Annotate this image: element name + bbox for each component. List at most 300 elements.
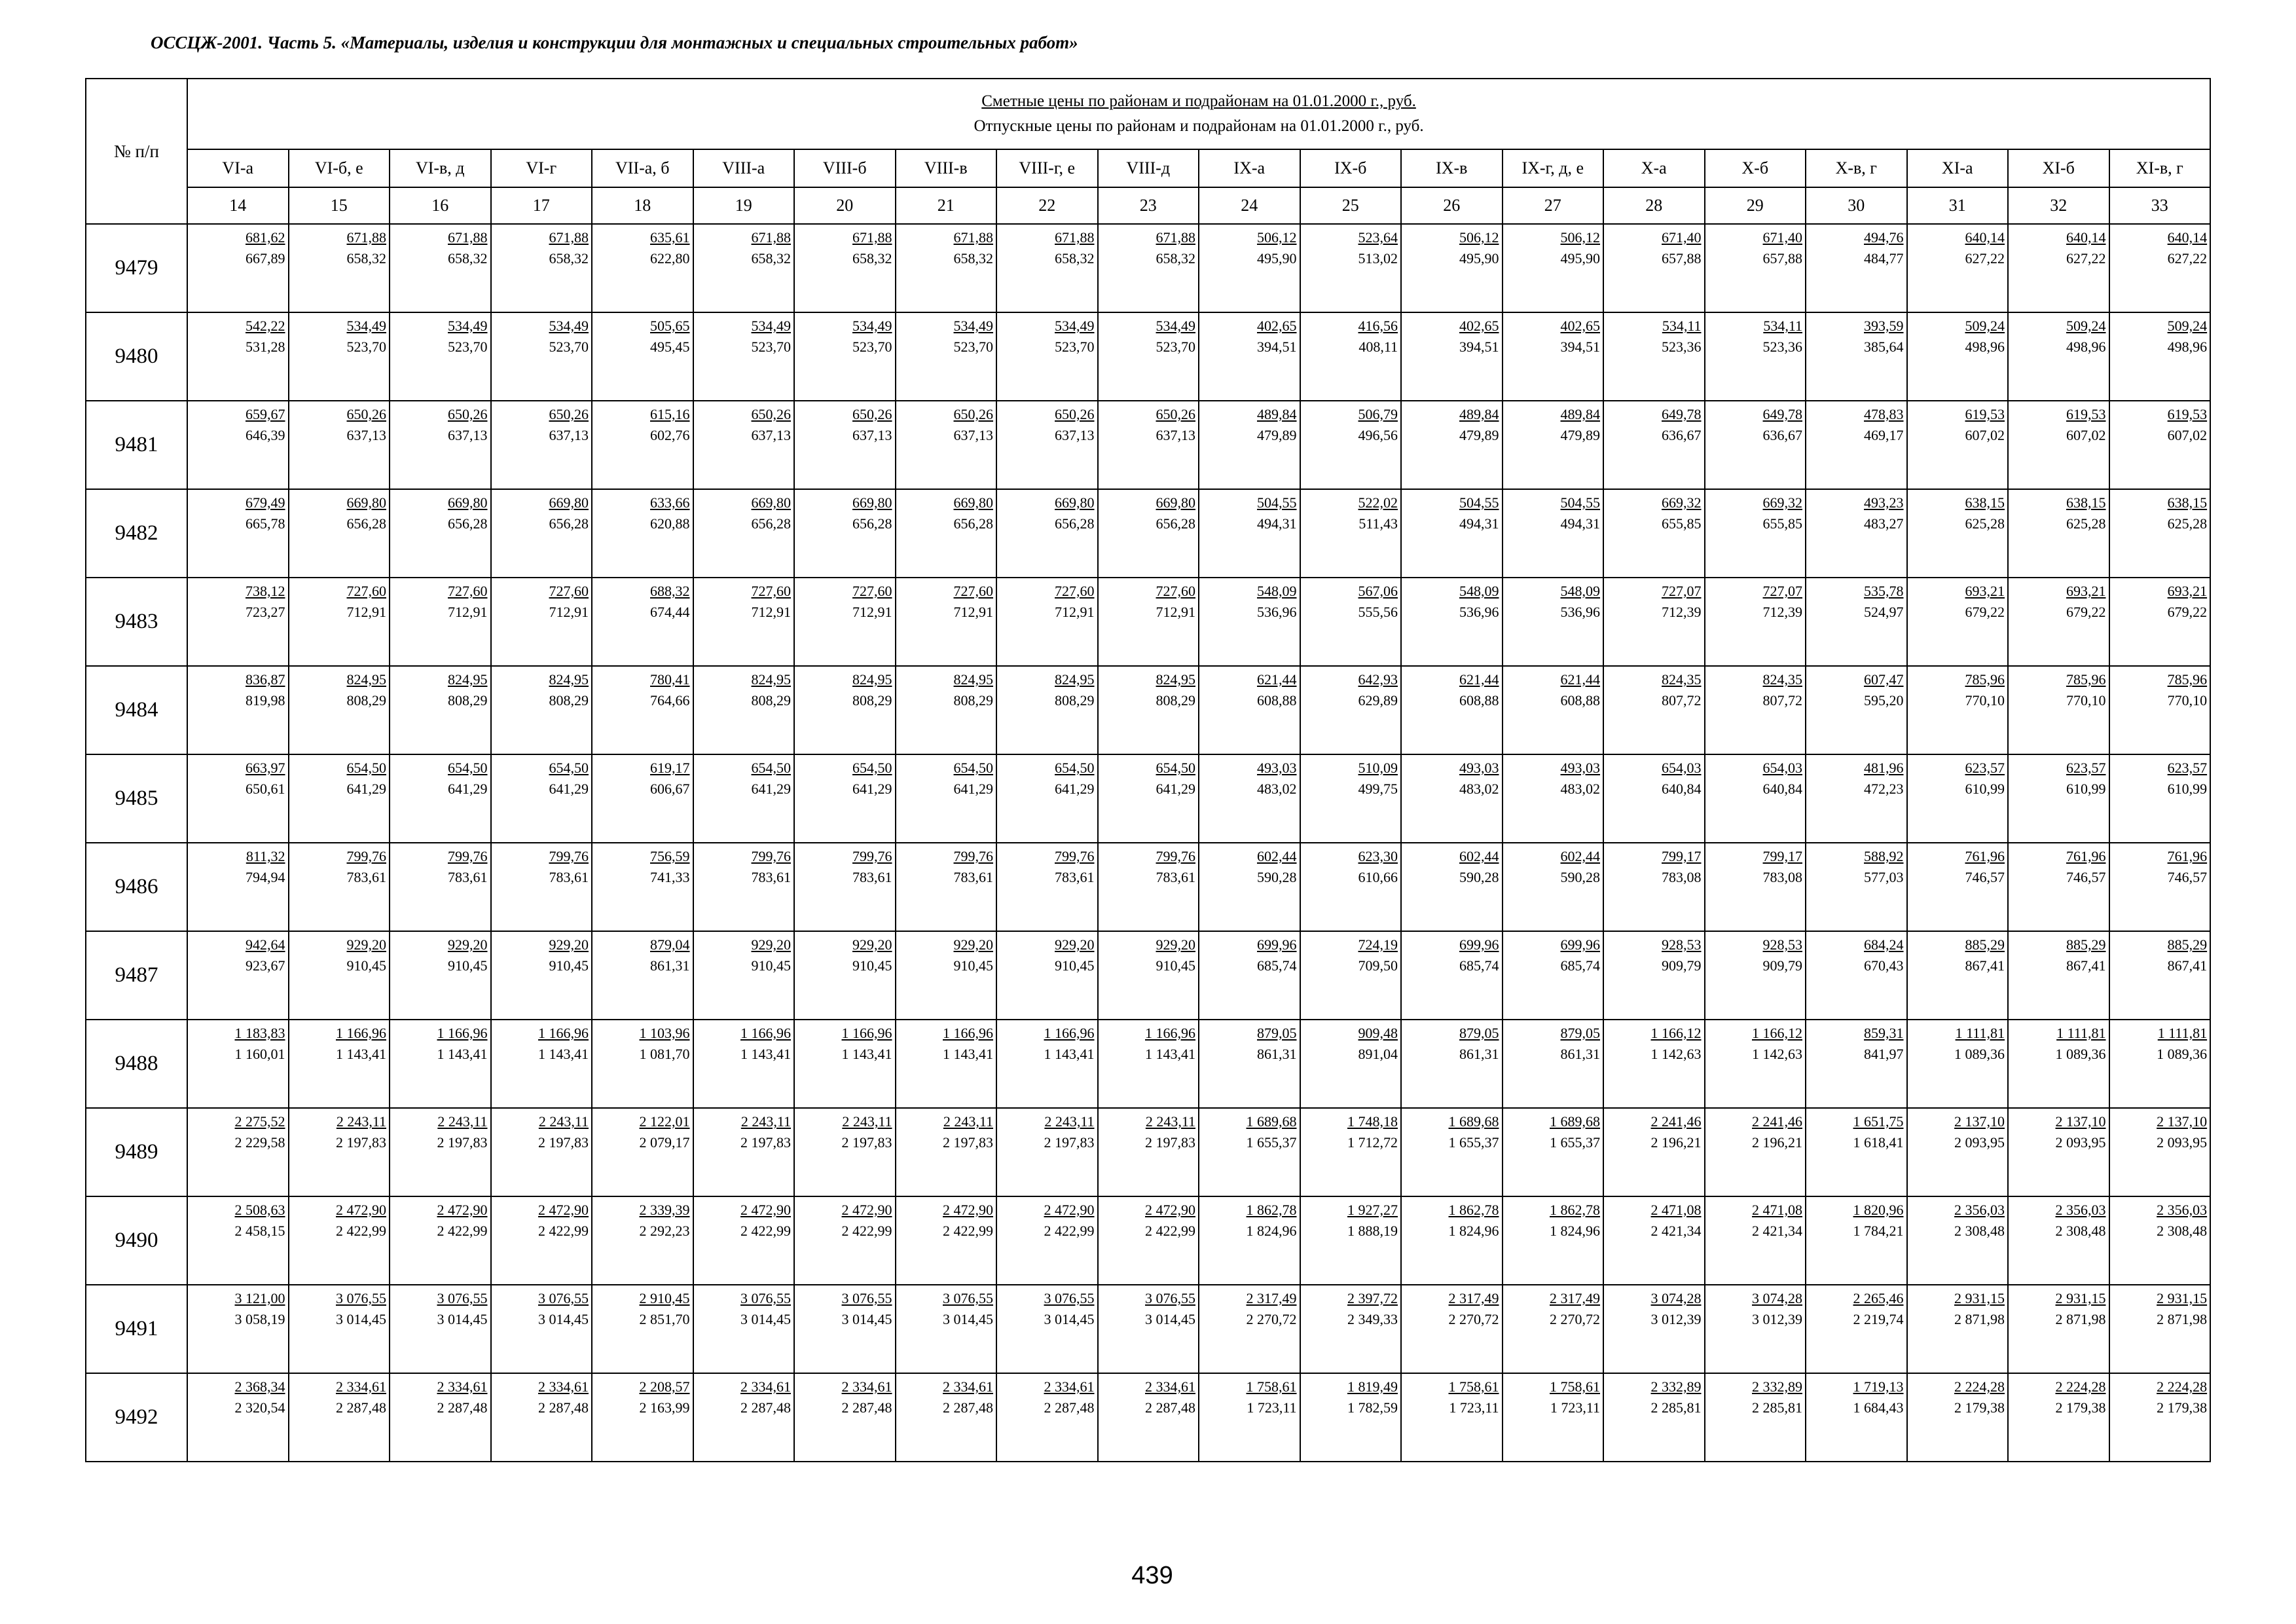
release-price: 861,31 — [1560, 1046, 1600, 1062]
price-cell — [390, 931, 491, 1020]
table-row — [86, 1373, 2210, 1462]
estimate-price: 727,07 — [1662, 583, 1702, 599]
price-cell — [1603, 754, 1705, 843]
release-price: 807,72 — [1762, 692, 1802, 709]
release-price: 679,22 — [1965, 604, 2005, 620]
estimate-price: 2 471,08 — [1752, 1202, 1802, 1218]
estimate-price: 885,29 — [1965, 936, 2005, 953]
price-cell — [1603, 931, 1705, 1020]
estimate-price: 506,79 — [1358, 406, 1398, 422]
release-price: 1 142,63 — [1650, 1046, 1702, 1062]
estimate-price: 671,88 — [852, 229, 892, 246]
estimate-price: 1 862,78 — [1550, 1202, 1600, 1218]
price-cell — [289, 1285, 390, 1373]
price-cell — [896, 666, 997, 754]
release-price: 2 197,83 — [943, 1134, 993, 1151]
estimate-price: 1 166,12 — [1752, 1025, 1802, 1041]
column-number: 17 — [491, 187, 592, 224]
release-price: 3 014,45 — [943, 1311, 993, 1327]
release-price: 2 422,99 — [740, 1223, 791, 1239]
release-price: 2 871,98 — [2157, 1311, 2208, 1327]
price-cell — [2109, 1020, 2211, 1108]
price-cell — [794, 489, 896, 578]
price-cell — [289, 1196, 390, 1285]
release-price: 891,04 — [1358, 1046, 1398, 1062]
estimate-price: 679,49 — [246, 494, 285, 511]
release-price: 2 421,34 — [1650, 1223, 1702, 1239]
price-cell — [1401, 931, 1503, 1020]
release-price: 3 014,45 — [740, 1311, 791, 1327]
release-price: 625,28 — [2167, 515, 2208, 532]
release-price: 523,70 — [448, 339, 488, 355]
estimate-price: 2 243,11 — [437, 1113, 488, 1130]
estimate-price: 799,17 — [1762, 848, 1802, 864]
estimate-price: 2 332,89 — [1650, 1378, 1702, 1395]
release-price: 590,28 — [1257, 869, 1297, 885]
price-cell — [187, 401, 289, 489]
price-cell — [390, 224, 491, 312]
release-price: 2 287,48 — [538, 1399, 589, 1416]
release-price: 746,57 — [2066, 869, 2106, 885]
price-cell — [491, 1196, 592, 1285]
price-cell — [1503, 1020, 1604, 1108]
price-cell — [289, 754, 390, 843]
estimate-price: 780,41 — [650, 671, 690, 688]
release-price: 511,43 — [1358, 515, 1398, 532]
estimate-price: 659,67 — [246, 406, 285, 422]
price-cell — [491, 578, 592, 666]
price-cell — [289, 1373, 390, 1462]
price-cell — [1603, 1108, 1705, 1196]
price-cell — [1199, 1020, 1300, 1108]
release-price: 679,22 — [2167, 604, 2208, 620]
release-price: 1 143,41 — [1145, 1046, 1195, 1062]
estimate-price: 799,76 — [549, 848, 589, 864]
price-cell — [2008, 1285, 2109, 1373]
release-price: 910,45 — [1156, 957, 1195, 974]
price-cell — [896, 1285, 997, 1373]
estimate-price: 799,76 — [852, 848, 892, 864]
price-cell — [1907, 1373, 2009, 1462]
release-price: 2 458,15 — [234, 1223, 285, 1239]
release-price: 2 219,74 — [1853, 1311, 1904, 1327]
estimate-price: 2 910,45 — [639, 1290, 690, 1306]
price-cell — [390, 312, 491, 401]
estimate-price: 727,60 — [346, 583, 386, 599]
estimate-price: 619,17 — [650, 760, 690, 776]
estimate-price: 2 317,49 — [1448, 1290, 1499, 1306]
estimate-price: 509,24 — [1965, 318, 2005, 334]
estimate-price: 799,76 — [1156, 848, 1195, 864]
estimate-price: 761,96 — [2167, 848, 2208, 864]
estimate-price: 669,80 — [346, 494, 386, 511]
release-price: 783,61 — [1156, 869, 1195, 885]
release-price: 1 655,37 — [1246, 1134, 1297, 1151]
estimate-price: 654,50 — [346, 760, 386, 776]
column-number: 23 — [1098, 187, 1199, 224]
release-price: 622,80 — [650, 250, 690, 267]
row-number: 9485 — [86, 754, 187, 843]
price-cell — [1503, 666, 1604, 754]
estimate-price: 2 334,61 — [336, 1378, 386, 1395]
release-price: 606,67 — [650, 781, 690, 797]
price-cell — [1503, 489, 1604, 578]
price-cell — [1300, 578, 1402, 666]
release-price: 1 143,41 — [336, 1046, 386, 1062]
estimate-price: 1 927,27 — [1347, 1202, 1398, 1218]
price-cell — [1907, 666, 2009, 754]
release-price: 523,36 — [1762, 339, 1802, 355]
release-price: 783,61 — [346, 869, 386, 885]
release-price: 590,28 — [1459, 869, 1499, 885]
estimate-price: 623,57 — [2066, 760, 2106, 776]
release-price: 536,96 — [1459, 604, 1499, 620]
price-cell — [896, 489, 997, 578]
release-price: 531,28 — [246, 339, 285, 355]
price-cell — [1806, 401, 1907, 489]
release-price: 641,29 — [1156, 781, 1195, 797]
estimate-price: 548,09 — [1560, 583, 1600, 599]
price-cell — [390, 1020, 491, 1108]
release-price: 641,29 — [1055, 781, 1095, 797]
estimate-price: 724,19 — [1358, 936, 1398, 953]
estimate-price: 489,84 — [1560, 406, 1600, 422]
estimate-price: 635,61 — [650, 229, 690, 246]
price-cell — [693, 1108, 795, 1196]
table-row — [86, 931, 2210, 1020]
price-cell — [1503, 1196, 1604, 1285]
estimate-price: 799,17 — [1662, 848, 1702, 864]
release-price: 523,70 — [1055, 339, 1095, 355]
release-price: 641,29 — [751, 781, 791, 797]
estimate-price: 650,26 — [953, 406, 993, 422]
estimate-price: 602,44 — [1560, 848, 1600, 864]
row-number: 9487 — [86, 931, 187, 1020]
price-cell — [1401, 489, 1503, 578]
table-title-row — [86, 79, 2210, 149]
price-cell — [1300, 666, 1402, 754]
release-price: 498,96 — [2066, 339, 2106, 355]
release-price: 2 287,48 — [1044, 1399, 1095, 1416]
estimate-price: 681,62 — [246, 229, 285, 246]
price-cell — [1705, 1373, 1806, 1462]
estimate-price: 402,65 — [1459, 318, 1499, 334]
estimate-price: 929,20 — [346, 936, 386, 953]
estimate-price: 534,49 — [346, 318, 386, 334]
estimate-price: 2 472,90 — [1145, 1202, 1195, 1218]
price-cell — [592, 224, 693, 312]
release-price: 523,70 — [751, 339, 791, 355]
release-price: 2 270,72 — [1550, 1311, 1600, 1327]
estimate-price: 2 472,90 — [336, 1202, 386, 1218]
release-price: 3 012,39 — [1650, 1311, 1702, 1327]
price-cell — [896, 1196, 997, 1285]
row-number: 9484 — [86, 666, 187, 754]
release-price: 625,28 — [1965, 515, 2005, 532]
release-price: 608,88 — [1560, 692, 1600, 709]
estimate-price: 505,65 — [650, 318, 690, 334]
release-price: 610,99 — [1965, 781, 2005, 797]
column-number: 29 — [1705, 187, 1806, 224]
release-price: 909,79 — [1762, 957, 1802, 974]
price-cell — [390, 578, 491, 666]
price-cell — [2008, 489, 2109, 578]
release-price: 637,13 — [852, 427, 892, 443]
estimate-price: 2 243,11 — [336, 1113, 386, 1130]
district-header: IX-г, д, е — [1503, 149, 1604, 187]
release-price: 1 655,37 — [1448, 1134, 1499, 1151]
release-price: 2 179,38 — [1954, 1399, 2005, 1416]
estimate-price: 699,96 — [1459, 936, 1499, 953]
release-price: 658,32 — [448, 250, 488, 267]
price-cell — [1603, 843, 1705, 931]
price-cell — [1806, 224, 1907, 312]
estimate-price: 542,22 — [246, 318, 285, 334]
price-cell — [2109, 578, 2211, 666]
price-cell — [1705, 1196, 1806, 1285]
price-cell — [289, 666, 390, 754]
price-cell — [1401, 312, 1503, 401]
release-price: 2 422,99 — [1145, 1223, 1195, 1239]
release-price: 646,39 — [246, 427, 285, 443]
price-cell — [1098, 1196, 1199, 1285]
row-number: 9481 — [86, 401, 187, 489]
price-cell — [390, 489, 491, 578]
price-cell — [1705, 401, 1806, 489]
estimate-price: 836,87 — [246, 671, 285, 688]
price-cell — [794, 312, 896, 401]
estimate-price: 642,93 — [1358, 671, 1398, 688]
price-cell — [1705, 1020, 1806, 1108]
price-cell — [996, 931, 1098, 1020]
price-cell — [1806, 489, 1907, 578]
price-cell — [289, 224, 390, 312]
price-cell — [996, 666, 1098, 754]
table-row — [86, 1020, 2210, 1108]
release-price: 1 684,43 — [1853, 1399, 1904, 1416]
estimate-price: 671,40 — [1662, 229, 1702, 246]
district-header: VIII-г, е — [996, 149, 1098, 187]
price-cell — [1503, 312, 1604, 401]
release-price: 783,61 — [953, 869, 993, 885]
column-number: 24 — [1199, 187, 1300, 224]
release-price: 674,44 — [650, 604, 690, 620]
price-cell — [1503, 224, 1604, 312]
release-price: 2 270,72 — [1246, 1311, 1297, 1327]
district-header: IX-а — [1199, 149, 1300, 187]
price-cell — [1603, 489, 1705, 578]
price-cell — [390, 1285, 491, 1373]
estimate-price: 929,20 — [953, 936, 993, 953]
estimate-price: 2 334,61 — [538, 1378, 589, 1395]
estimate-price: 534,11 — [1763, 318, 1802, 334]
release-price: 656,28 — [448, 515, 488, 532]
release-price: 637,13 — [448, 427, 488, 443]
price-cell — [2109, 843, 2211, 931]
price-cell — [592, 401, 693, 489]
price-cell — [592, 578, 693, 666]
price-cell — [1401, 224, 1503, 312]
estimate-price: 1 758,61 — [1550, 1378, 1600, 1395]
release-price: 483,02 — [1560, 781, 1600, 797]
estimate-price: 1 862,78 — [1246, 1202, 1297, 1218]
release-price: 523,70 — [549, 339, 589, 355]
release-price: 636,67 — [1762, 427, 1802, 443]
price-cell — [1401, 754, 1503, 843]
release-price: 658,32 — [346, 250, 386, 267]
price-cell — [289, 843, 390, 931]
price-cell — [1300, 843, 1402, 931]
estimate-price: 3 076,55 — [437, 1290, 488, 1306]
price-cell — [1199, 754, 1300, 843]
estimate-price: 693,21 — [2167, 583, 2208, 599]
estimate-price: 756,59 — [650, 848, 690, 864]
estimate-price: 663,97 — [246, 760, 285, 776]
price-cell — [1503, 401, 1604, 489]
release-price: 610,66 — [1358, 869, 1398, 885]
estimate-price: 650,26 — [1156, 406, 1195, 422]
estimate-price: 619,53 — [2066, 406, 2106, 422]
release-price: 861,31 — [650, 957, 690, 974]
price-cell — [996, 578, 1098, 666]
estimate-price: 615,16 — [650, 406, 690, 422]
release-price: 910,45 — [448, 957, 488, 974]
release-price: 2 287,48 — [437, 1399, 488, 1416]
release-price: 3 014,45 — [437, 1311, 488, 1327]
price-cell — [390, 1108, 491, 1196]
release-price: 712,91 — [751, 604, 791, 620]
district-header: VIII-д — [1098, 149, 1199, 187]
price-cell — [1098, 224, 1199, 312]
column-number: 20 — [794, 187, 896, 224]
release-price: 656,28 — [1055, 515, 1095, 532]
estimate-price: 2 317,49 — [1550, 1290, 1600, 1306]
price-cell — [1503, 754, 1604, 843]
price-cell — [1199, 578, 1300, 666]
price-cell — [1806, 666, 1907, 754]
release-price: 770,10 — [2167, 692, 2208, 709]
price-cell — [1098, 666, 1199, 754]
release-price: 524,97 — [1864, 604, 1904, 620]
release-price: 670,43 — [1864, 957, 1904, 974]
price-cell — [2109, 312, 2211, 401]
release-price: 637,13 — [751, 427, 791, 443]
release-price: 658,32 — [852, 250, 892, 267]
release-price: 2 349,33 — [1347, 1311, 1398, 1327]
estimate-price: 885,29 — [2066, 936, 2106, 953]
price-cell — [491, 931, 592, 1020]
estimate-price: 671,88 — [751, 229, 791, 246]
price-cell — [187, 1196, 289, 1285]
price-cell — [1503, 931, 1604, 1020]
price-cell — [1300, 489, 1402, 578]
price-cell — [693, 1285, 795, 1373]
price-cell — [1098, 401, 1199, 489]
release-price: 2 292,23 — [639, 1223, 690, 1239]
estimate-price: 929,20 — [1055, 936, 1095, 953]
estimate-price: 481,96 — [1864, 760, 1904, 776]
price-cell — [2008, 1108, 2109, 1196]
estimate-price: 669,80 — [549, 494, 589, 511]
price-cell — [794, 1285, 896, 1373]
column-number: 18 — [592, 187, 693, 224]
price-cell — [1300, 1285, 1402, 1373]
estimate-price: 640,14 — [2066, 229, 2106, 246]
estimate-price: 799,76 — [448, 848, 488, 864]
release-price: 3 058,19 — [234, 1311, 285, 1327]
release-price: 2 079,17 — [639, 1134, 690, 1151]
release-price: 910,45 — [852, 957, 892, 974]
estimate-price: 535,78 — [1864, 583, 1904, 599]
estimate-price: 504,55 — [1459, 494, 1499, 511]
price-cell — [2008, 401, 2109, 489]
price-cell — [491, 312, 592, 401]
estimate-price: 534,49 — [549, 318, 589, 334]
estimate-price: 534,49 — [953, 318, 993, 334]
price-cell — [592, 754, 693, 843]
price-cell — [1199, 931, 1300, 1020]
table-body — [86, 224, 2210, 1462]
release-price: 746,57 — [1965, 869, 2005, 885]
estimate-price: 623,30 — [1358, 848, 1398, 864]
price-cell — [1806, 931, 1907, 1020]
release-price: 640,84 — [1662, 781, 1702, 797]
estimate-price: 3 076,55 — [538, 1290, 589, 1306]
estimate-price: 727,60 — [751, 583, 791, 599]
price-cell — [693, 1373, 795, 1462]
price-cell — [693, 489, 795, 578]
release-price: 1 824,96 — [1448, 1223, 1499, 1239]
price-cell — [491, 843, 592, 931]
release-price: 595,20 — [1864, 692, 1904, 709]
release-price: 636,67 — [1662, 427, 1702, 443]
release-price: 385,64 — [1864, 339, 1904, 355]
column-number: 31 — [1907, 187, 2009, 224]
release-price: 2 287,48 — [1145, 1399, 1195, 1416]
price-cell — [1907, 1020, 2009, 1108]
price-cell — [1401, 1020, 1503, 1108]
release-price: 3 014,45 — [538, 1311, 589, 1327]
release-price: 484,77 — [1864, 250, 1904, 267]
price-cell — [1300, 1108, 1402, 1196]
estimate-price: 478,83 — [1864, 406, 1904, 422]
price-cell — [289, 401, 390, 489]
price-cell — [187, 224, 289, 312]
release-price: 685,74 — [1459, 957, 1499, 974]
district-header: VIII-а — [693, 149, 795, 187]
release-price: 783,08 — [1762, 869, 1802, 885]
estimate-price: 1 166,96 — [943, 1025, 993, 1041]
release-price: 712,91 — [1055, 604, 1095, 620]
price-cell — [1806, 843, 1907, 931]
release-price: 658,32 — [1156, 250, 1195, 267]
price-cell — [2008, 224, 2109, 312]
release-price: 1 723,11 — [1247, 1399, 1297, 1416]
price-cell — [491, 224, 592, 312]
release-price: 555,56 — [1358, 604, 1398, 620]
release-price: 483,02 — [1459, 781, 1499, 797]
estimate-price: 785,96 — [2167, 671, 2208, 688]
release-price: 712,39 — [1762, 604, 1802, 620]
price-cell — [896, 1373, 997, 1462]
release-price: 536,96 — [1257, 604, 1297, 620]
estimate-price: 649,78 — [1662, 406, 1702, 422]
release-price: 867,41 — [2066, 957, 2106, 974]
release-price: 909,79 — [1662, 957, 1702, 974]
estimate-price: 2 241,46 — [1650, 1113, 1702, 1130]
estimate-price: 489,84 — [1459, 406, 1499, 422]
estimate-price: 824,95 — [346, 671, 386, 688]
